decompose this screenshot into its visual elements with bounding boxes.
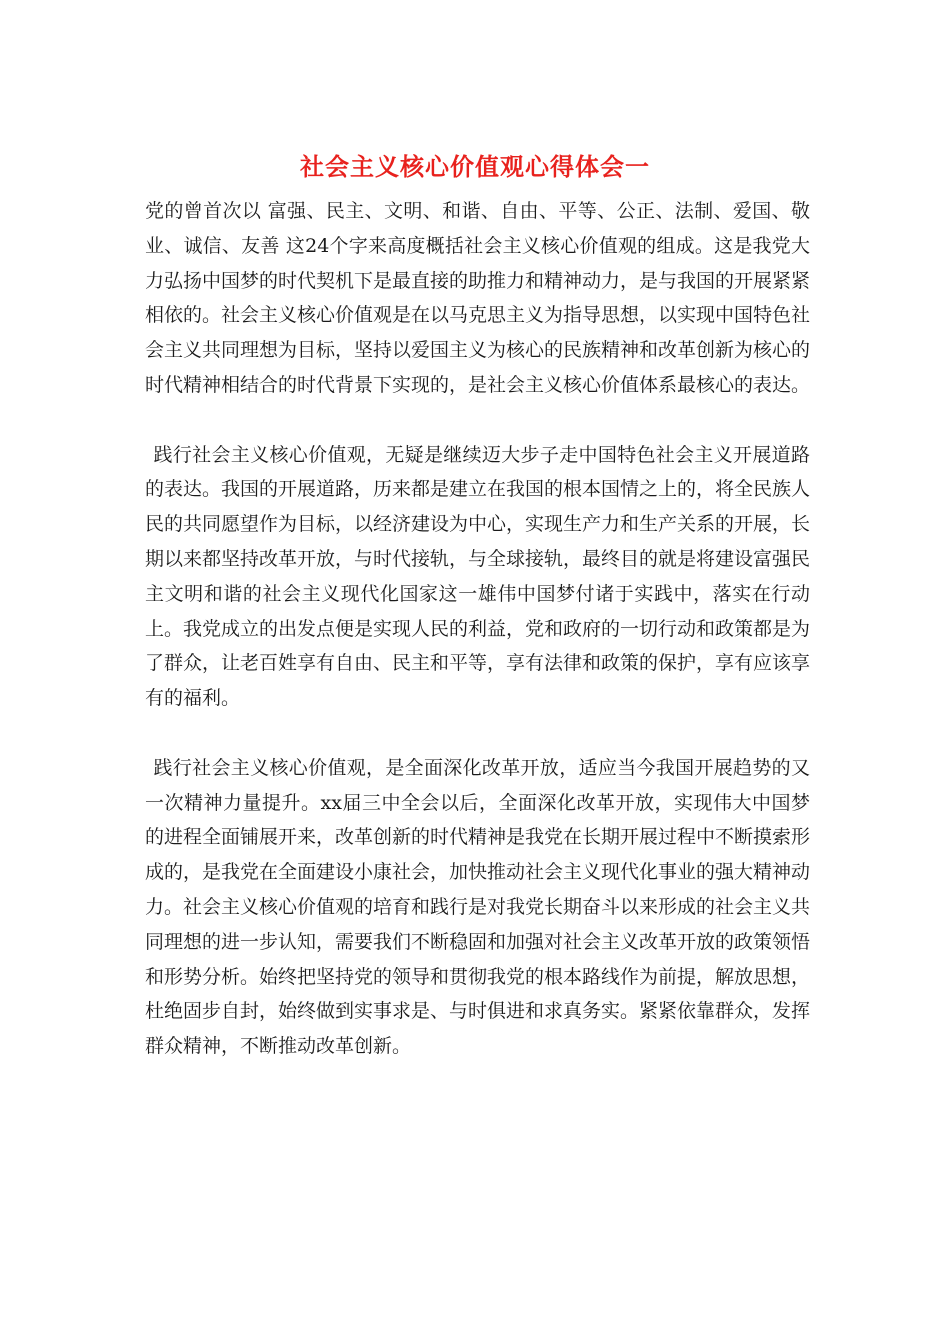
paragraph-3: 践行社会主义核心价值观，是全面深化改革开放，适应当今我国开展趋势的又一次精神力量提升。xx届三中全会以后，全面深化改革开放，实现伟大中国梦的进程全面铺展开来，改革创新的时代精神是我党在长期开展过程中不断摸索形成的，是我党在全面建设小康社会，加快推动社会主义现代化事业的强大精神动力。社会主义核心价值观的培育和践行是对我党长期奋斗以来形成的社会主义共同理想的进一步认知，需要我们不断稳固和加强对社会主义改革开放的政策领悟和形势分析。始终把坚持党的领导和贯彻我党的根本路线作为前提，解放思想，杜绝固步自封，始终做到实事求是、与时俱进和求真务实。紧紧依靠群众，发挥群众精神，不断推动改革创新。 bbox=[145, 756, 811, 1058]
paragraph-1: 党的曾首次以 富强、民主、文明、和谐、自由、平等、公正、法制、爱国、敬业、诚信、友善 这24个字来高度概括社会主义核心价值观的组成。这是我党大力弘扬中国梦的时代契机下是最直接的助推力和精神动力，是与我国的开展紧紧相依的。社会主义核心价值观是在以马克思主义为指导思想，以实现中国特色社会主义共同理想为目标，坚持以爱国主义为核心的民族精神和改革创新为核心的时代精神相结合的时代背景下实现的，是社会主义核心价值体系最核心的表达。 bbox=[145, 200, 811, 396]
document-body bbox=[145, 194, 810, 1099]
paragraph-2: 践行社会主义核心价值观，无疑是继续迈大步子走中国特色社会主义开展道路的表达。我国的开展道路，历来都是建立在我国的根本国情之上的，将全民族人民的共同愿望作为目标，以经济建设为中心，实现生产力和生产关系的开展，长期以来都坚持改革开放，与时代接轨，与全球接轨，最终目的就是将建设富强民主文明和谐的社会主义现代化国家这一雄伟中国梦付诸于实践中，落实在行动上。我党成立的出发点便是实现人民的利益，党和政府的一切行动和政策都是为了群众，让老百姓享有自由、民主和平等，享有法律和政策的保护，享有应该享有的福利。 bbox=[145, 443, 811, 710]
document-title: 社会主义核心价值观心得体会一 bbox=[300, 152, 650, 181]
